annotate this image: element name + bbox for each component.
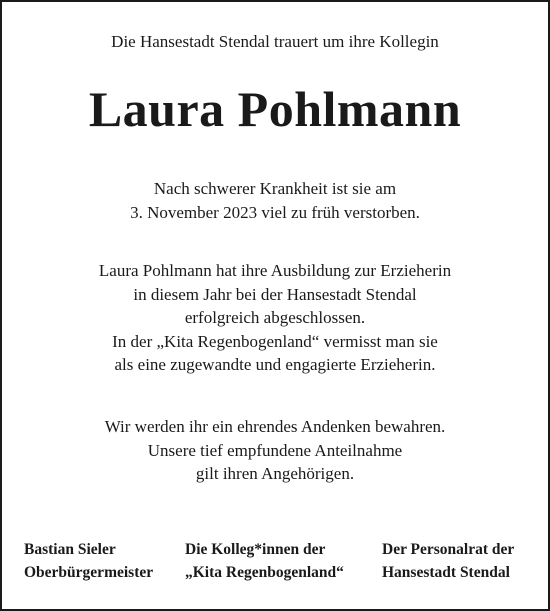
signature-title: Hansestadt Stendal — [382, 564, 510, 581]
signature-staff-council — [382, 538, 514, 584]
text-line: Wir werden ihr ein ehrendes Andenken bewahren. — [104, 417, 446, 436]
signature-name: Die Kolleg*innen der — [185, 541, 326, 558]
text-line: Laura Pohlmann hat ihre Ausbildung zur Erzieherin — [98, 261, 452, 280]
text-line: gilt ihren Angehörigen. — [195, 464, 355, 483]
paragraph-passing — [2, 177, 548, 224]
text-line: 3. November 2023 viel zu früh verstorben. — [130, 202, 420, 222]
paragraph-condolence — [2, 415, 548, 486]
signature-title: „Kita Regenbogenland“ — [185, 564, 344, 581]
notice-header: Die Hansestadt Stendal trauert um ihre Kollegin — [111, 32, 439, 51]
signature-title: Oberbürgermeister — [24, 564, 154, 581]
text-line: als eine zugewandte und engagierte Erzieherin. — [114, 355, 436, 374]
signature-name: Der Personalrat der — [382, 541, 515, 558]
deceased-name: Laura Pohlmann — [88, 81, 462, 137]
text-line: In der „Kita Regenbogenland“ vermisst man sie — [112, 331, 438, 351]
text-line: erfolgreich abgeschlossen. — [184, 308, 366, 327]
signature-name: Bastian Sieler — [24, 541, 116, 558]
signature-mayor — [24, 538, 153, 584]
paragraph-career — [2, 259, 548, 377]
text-line: Unsere tief empfundene Anteilnahme — [147, 440, 403, 460]
text-line: Nach schwerer Krankheit ist sie am — [153, 179, 397, 198]
signature-colleagues — [185, 538, 344, 584]
text-line: in diesem Jahr bei der Hansestadt Stendal — [133, 284, 417, 304]
